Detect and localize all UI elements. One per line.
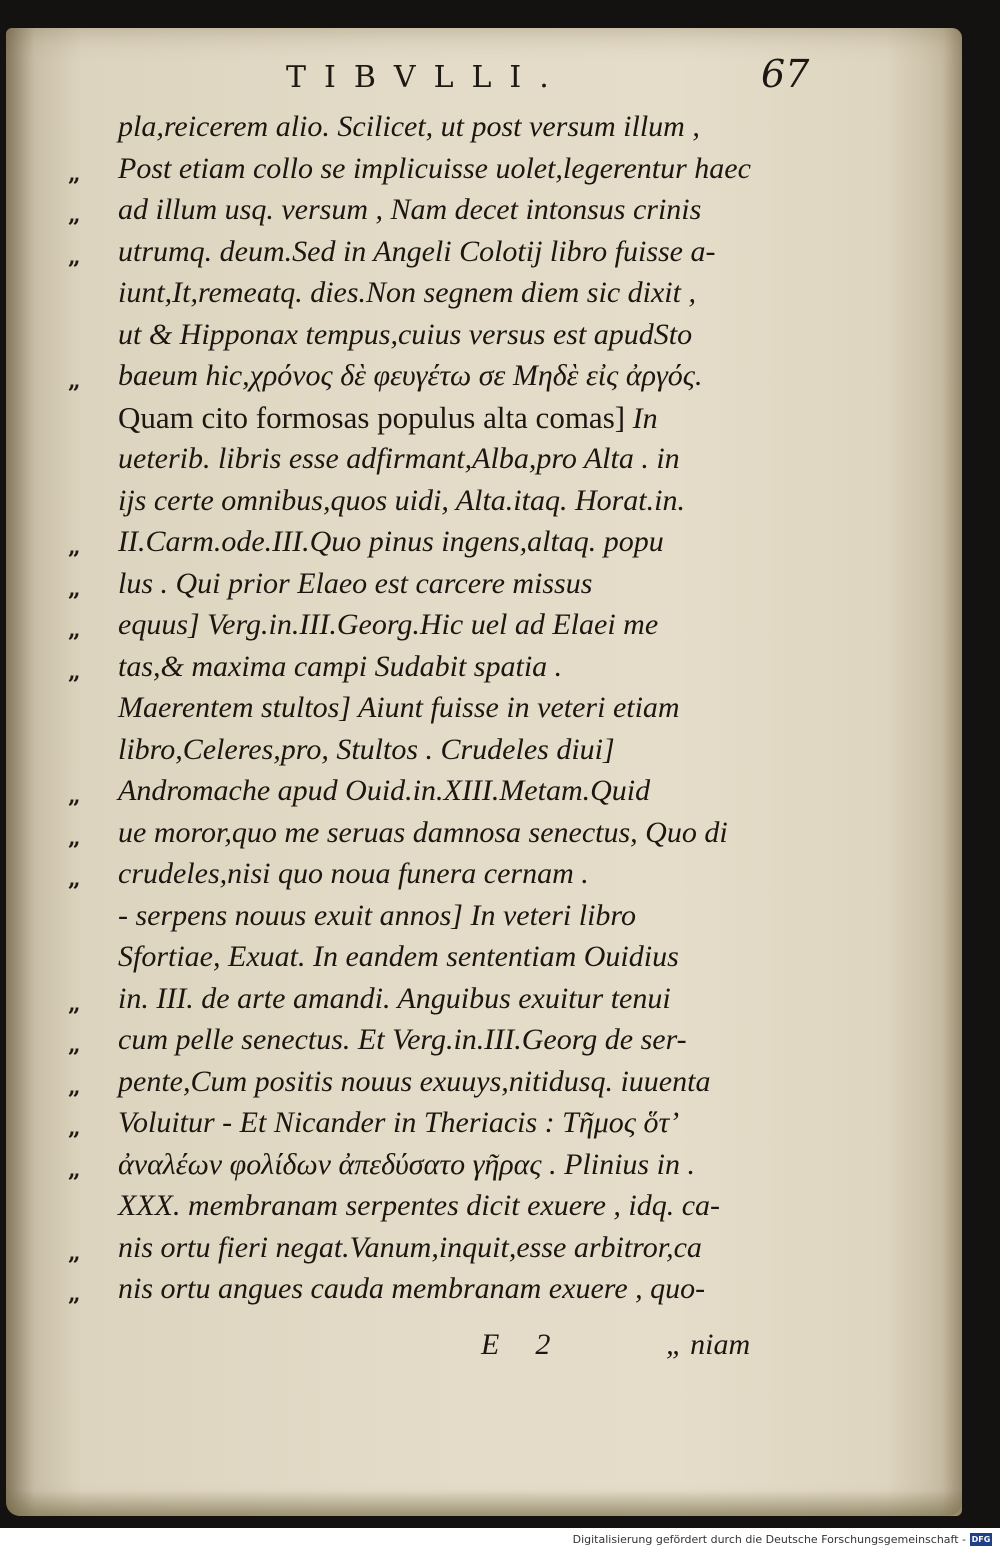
quotation-mark: „	[68, 534, 81, 560]
line-text: libro,Celeres,pro, Stultos . Crudeles diui]	[118, 732, 615, 766]
line-text: II.Carm.ode.III.Quo pinus ingens,altaq. popu	[118, 525, 664, 558]
line-text: ijs certe omnibus,quos uidi, Alta.itaq. Horat.in.	[118, 483, 685, 517]
line-text: Voluitur - Et Nicander in Theriacis : Τῆμος ὅτ’	[118, 1106, 680, 1139]
text-block	[6, 106, 962, 1310]
catchword: „ niam	[666, 1328, 751, 1361]
quotation-mark: „	[68, 990, 81, 1017]
text-line	[6, 480, 962, 522]
text-line	[6, 1227, 962, 1269]
dfg-logo-icon: DFG	[971, 1535, 991, 1544]
book-page	[6, 28, 962, 1516]
line-text: Quam cito formosas populus alta comas] In	[118, 399, 658, 435]
text-line	[6, 1102, 962, 1144]
running-head: TIBVLLI.	[286, 60, 567, 95]
line-text: ad illum usq. versum , Nam decet intonsus crinis	[118, 193, 702, 226]
quotation-mark: „	[68, 243, 81, 270]
text-line	[6, 646, 962, 688]
line-text: ueterib. libris esse adfirmant,Alba,pro Alta . in	[118, 442, 680, 475]
line-text: iunt,It,remeatq. dies.Non segnem diem sic dixit ,	[118, 276, 696, 309]
text-line	[6, 936, 962, 978]
line-text: pla,reicerem alio. Scilicet, ut post versum illum ,	[118, 110, 700, 143]
quotation-mark: „	[68, 1032, 81, 1058]
line-text: equus] Verg.in.III.Georg.Hic uel ad Elaei me	[118, 608, 659, 641]
line-text: Post etiam collo se implicuisse uolet,legerentur haec	[118, 151, 751, 185]
quotation-mark: „	[68, 368, 81, 394]
text-line	[6, 1061, 962, 1103]
line-text: Andromache apud Ouid.in.XIII.Metam.Quid	[118, 774, 651, 807]
text-line	[6, 604, 962, 646]
quotation-mark: „	[68, 783, 81, 809]
text-line	[6, 189, 962, 231]
text-line	[6, 438, 962, 480]
text-line	[6, 1185, 962, 1227]
line-text: ut & Hipponax tempus,cuius versus est apudSto	[118, 317, 693, 351]
text-line	[6, 231, 962, 273]
text-line	[6, 770, 962, 812]
line-text: nis ortu angues cauda membranam exuere , quo-	[118, 1272, 706, 1305]
line-text: nis ortu fieri negat.Vanum,inquit,esse arbitror,ca	[118, 1230, 702, 1264]
line-text: utrumq. deum.Sed in Angeli Colotij libro fuisse a-	[118, 234, 716, 268]
line-text: ue moror,quo me seruas damnosa senectus, Quo di	[118, 815, 728, 849]
text-line	[6, 521, 962, 563]
text-line	[6, 397, 962, 439]
line-text: ἀναλέων φολίδων ἀπεδύσατο γῆρας . Plinius in .	[118, 1147, 695, 1181]
line-text: in. III. de arte amandi. Anguibus exuitur tenui	[118, 981, 671, 1015]
text-line	[6, 314, 962, 356]
line-text: cum pelle senectus. Et Verg.in.III.Georg de ser-	[118, 1023, 687, 1056]
text-line	[6, 812, 962, 854]
text-line	[6, 563, 962, 605]
line-text: Sfortiae, Exuat. In eandem sententiam Ouidius	[118, 940, 679, 973]
digitization-credit: Digitalisierung gefördert durch die Deutsche Forschungsgemeinschaft -	[572, 1533, 966, 1546]
quotation-mark: „	[68, 575, 81, 602]
signature-letter: E	[481, 1328, 500, 1361]
text-line	[6, 687, 962, 729]
text-line	[6, 853, 962, 895]
quotation-mark: „	[68, 617, 81, 643]
line-text: crudeles,nisi quo noua funera cernam .	[118, 857, 589, 890]
line-text: baeum hic,χρόνος δὲ φευγέτω σε Μηδὲ εἰς ἀργός.	[118, 359, 703, 392]
quotation-mark: „	[68, 1115, 81, 1141]
quotation-mark: „	[68, 824, 81, 851]
text-line	[6, 106, 962, 148]
line-text: XXX. membranam serpentes dicit exuere , idq. ca-	[118, 1189, 721, 1222]
quotation-mark: „	[68, 658, 81, 685]
signature-mark	[481, 1328, 550, 1362]
signature-number: 2	[535, 1328, 551, 1361]
text-line	[6, 978, 962, 1020]
line-text: tas,& maxima campi Sudabit spatia .	[118, 649, 563, 683]
text-line	[6, 895, 962, 937]
text-line	[6, 1144, 962, 1186]
line-text: Maerentem stultos] Aiunt fuisse in veteri etiam	[118, 691, 680, 724]
line-text: pente,Cum positis nouus exuuys,nitidusq. iuuenta	[118, 1064, 711, 1098]
page-edge	[6, 1490, 962, 1516]
quotation-mark: „	[68, 1239, 81, 1266]
quotation-mark: „	[68, 1156, 81, 1183]
page-number: 67	[761, 52, 810, 96]
quotation-mark: „	[68, 1281, 81, 1307]
line-text: - serpens nouus exuit annos] In veteri libro	[118, 898, 636, 932]
quotation-mark: „	[68, 1073, 81, 1100]
line-text: lus . Qui prior Elaeo est carcere missus	[118, 566, 593, 600]
text-line	[6, 272, 962, 314]
text-line	[6, 1268, 962, 1310]
quotation-mark: „	[68, 160, 81, 187]
text-line	[6, 148, 962, 190]
quotation-mark: „	[68, 866, 81, 892]
text-line	[6, 355, 962, 397]
text-line	[6, 729, 962, 771]
text-line	[6, 1019, 962, 1061]
quotation-mark: „	[68, 202, 81, 228]
